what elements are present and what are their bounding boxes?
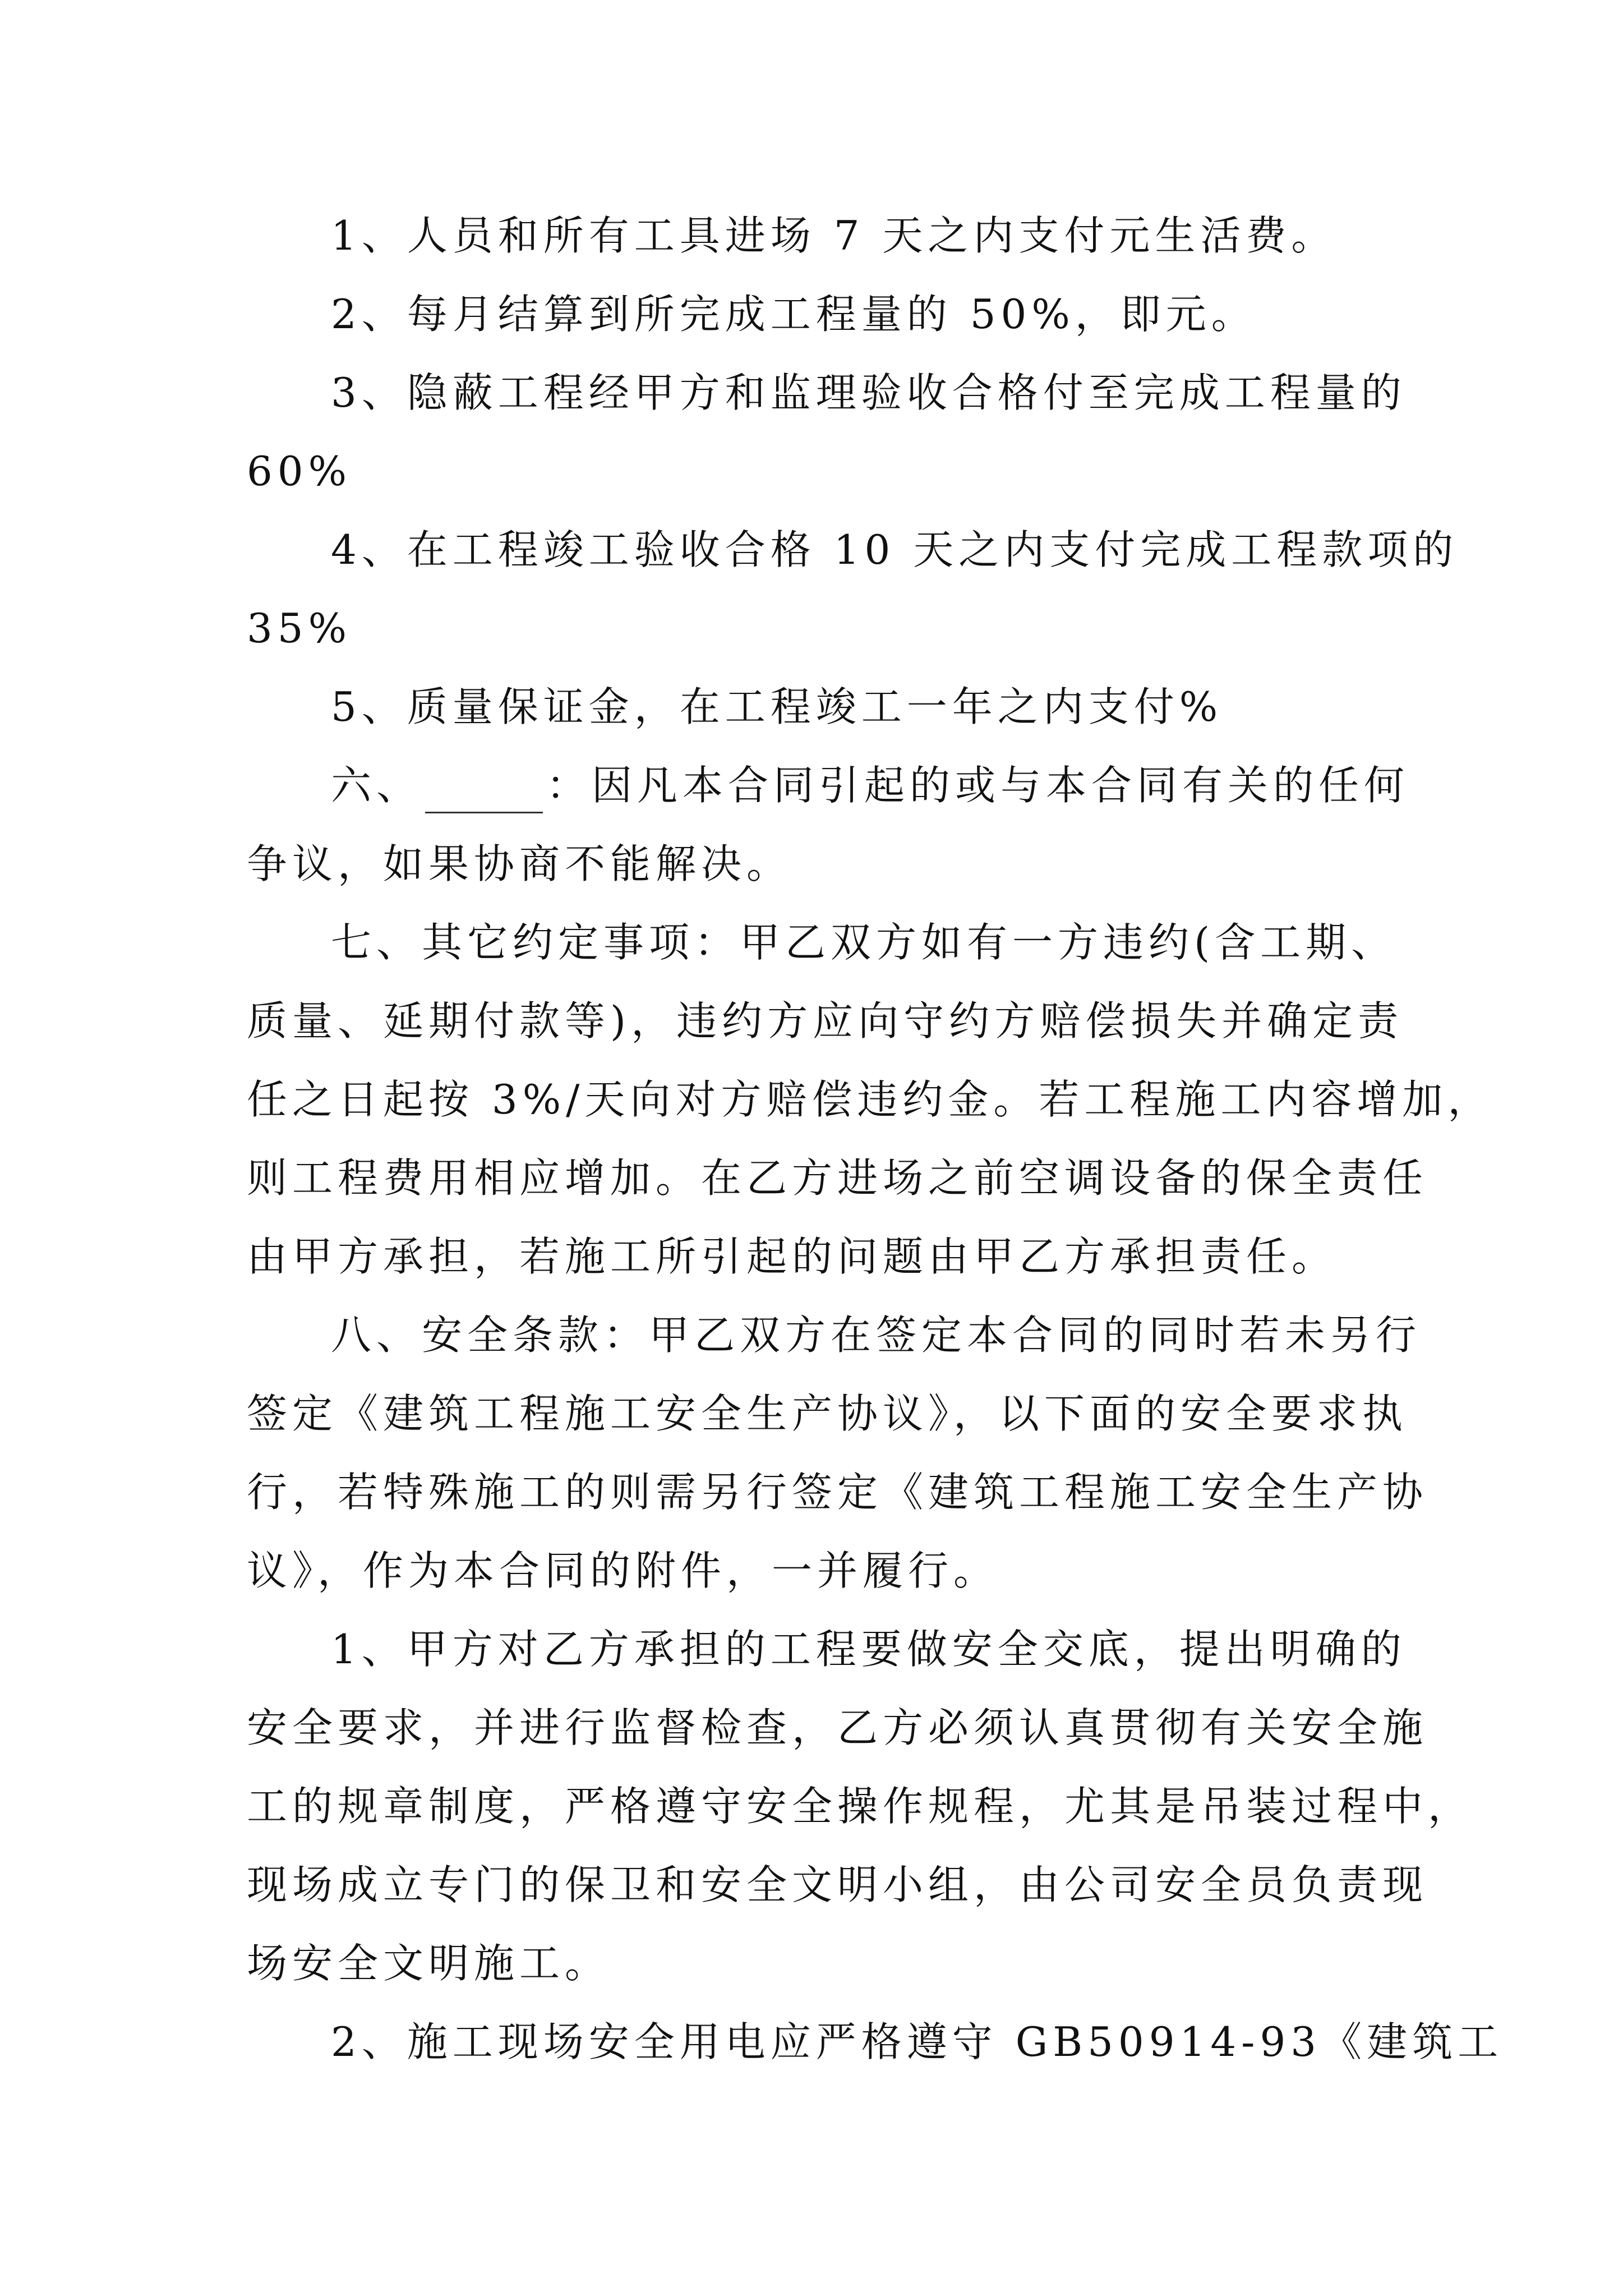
text-line: 场安全文明施工。: [247, 1940, 611, 1987]
text-line: 安全要求，并进行监督检查，乙方必须认真贯彻有关安全施: [247, 1704, 1428, 1751]
text-line: 60%: [247, 448, 352, 495]
text-line: 1、甲方对乙方承担的工程要做安全交底，提出明确的: [331, 1626, 1407, 1673]
fill-in-blank: [425, 778, 543, 813]
text-line: 任之日起按 3%/天向对方赔偿违约金。若工程施工内容增加，: [247, 1076, 1493, 1123]
text-line: 2、施工现场安全用电应严格遵守 GB50914-93《建筑工: [331, 2018, 1504, 2065]
text-line: 4、在工程竣工验收合格 10 天之内支付完成工程款项的: [331, 526, 1459, 573]
text-line: 行，若特殊施工的则需另行签定《建筑工程施工安全生产协: [247, 1469, 1428, 1516]
text-line: 2、每月结算到所完成工程量的 50%，即元。: [331, 291, 1257, 338]
text-line: 七、其它约定事项：甲乙双方如有一方违约(含工期、: [331, 919, 1397, 966]
text-line: 争议，如果协商不能解决。: [247, 840, 792, 887]
text-line: 35%: [247, 605, 352, 652]
text-line-with-blank: [331, 757, 1409, 813]
text-line: 八、安全条款：甲乙双方在签定本合同的同时若未另行: [331, 1312, 1422, 1359]
text-line: 由甲方承担，若施工所引起的问题由甲乙方承担责任。: [247, 1233, 1338, 1280]
text-line: 则工程费用相应增加。在乙方进场之前空调设备的保全责任: [247, 1154, 1428, 1202]
text-line: 质量、延期付款等)，违约方应向守约方赔偿损失并确定责: [247, 997, 1404, 1045]
text-line: 工的规章制度，严格遵守安全操作规程，尤其是吊装过程中，: [247, 1783, 1474, 1830]
text-line: 1、人员和所有工具进场 7 天之内支付元生活费。: [331, 212, 1337, 259]
section-text: ：因凡本合同引起的或与本合同有关的任何: [546, 762, 1410, 809]
text-line: 签定《建筑工程施工安全生产协议》，以下面的安全要求执: [247, 1390, 1408, 1437]
text-line: 现场成立专门的保卫和安全文明小组，由公司安全员负责现: [247, 1861, 1428, 1908]
text-line: 5、质量保证金，在工程竣工一年之内支付%: [331, 683, 1223, 730]
text-line: 3、隐蔽工程经甲方和监理验收合格付至完成工程量的: [331, 369, 1407, 416]
section-number: 六、: [331, 762, 422, 809]
text-line: 议》，作为本合同的附件，一并履行。: [247, 1547, 999, 1594]
